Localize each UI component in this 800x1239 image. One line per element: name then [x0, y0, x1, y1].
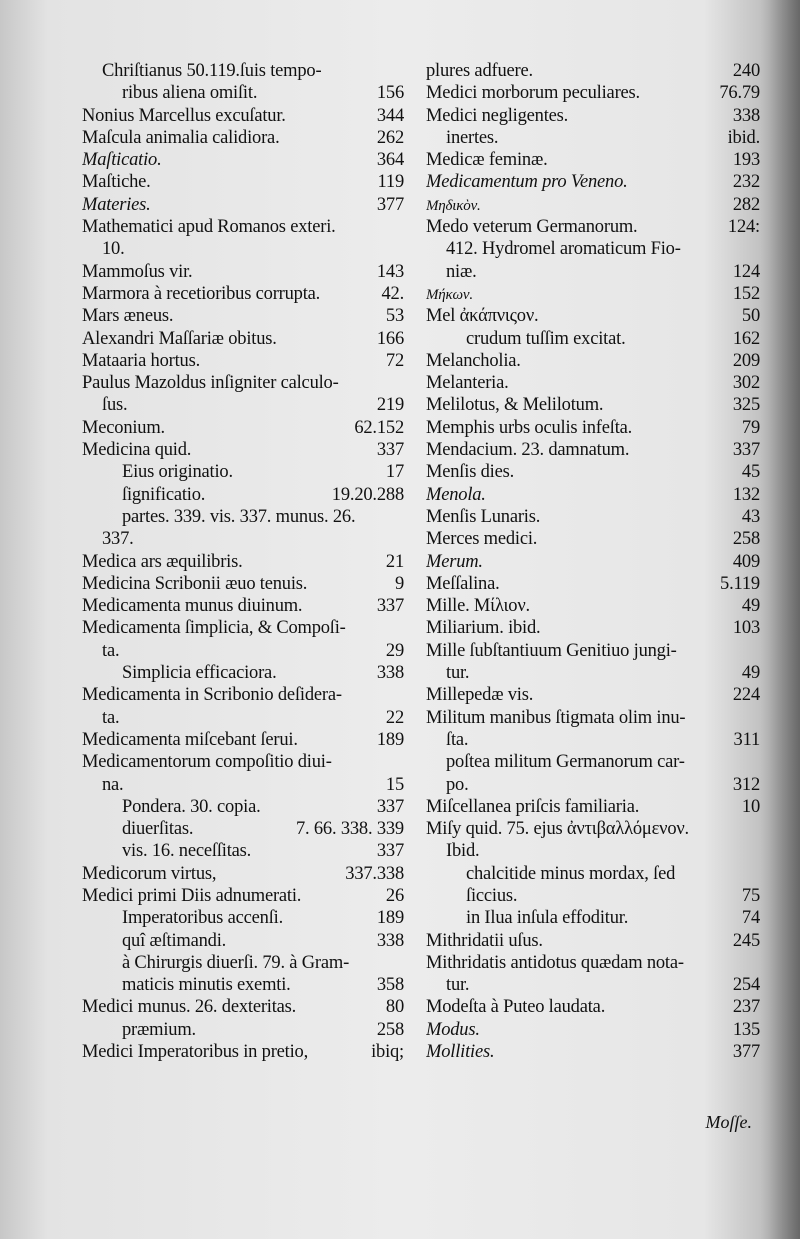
- index-entry: [82, 796, 404, 818]
- entry-page-ref: 325: [732, 395, 760, 416]
- entry-text: in Ilua inſula effoditur.: [466, 908, 629, 929]
- entry-text: Medicina Scribonii æuo tenuis.: [82, 573, 308, 594]
- entry-text: inertes.: [446, 127, 499, 148]
- index-entry: [426, 194, 760, 216]
- entry-page-ref: 166: [376, 328, 404, 349]
- entry-text: ta.: [102, 640, 120, 661]
- entry-page-ref: 237: [732, 997, 760, 1018]
- entry-page-ref: 62.152: [354, 417, 404, 438]
- index-entry: [426, 506, 760, 528]
- entry-text: po.: [446, 774, 469, 795]
- index-entry: [426, 394, 760, 416]
- entry-page-ref: 7. 66. 338. 339: [295, 819, 404, 840]
- catchword: Moſſe.: [705, 1112, 752, 1132]
- index-entry: [82, 818, 404, 840]
- entry-text: Medicorum virtus,: [82, 863, 217, 884]
- entry-text: ſta.: [446, 729, 469, 750]
- entry-text: Μήκων.: [426, 286, 473, 303]
- index-entry: [426, 283, 760, 305]
- entry-page-ref: 258: [376, 1019, 404, 1040]
- index-entry: [426, 595, 760, 617]
- index-entry: [82, 840, 404, 862]
- entry-text: Meſſalina.: [426, 573, 500, 594]
- entry-text: Mathematici apud Romanos exteri.: [82, 217, 336, 238]
- index-entry: [426, 551, 760, 573]
- entry-text: Μηδικὸν.: [426, 197, 481, 214]
- index-entry: [426, 328, 760, 350]
- index-entry: [82, 60, 404, 82]
- index-entry: [82, 774, 404, 796]
- entry-text: Chriſtianus 50.119.ſuis tempo-: [102, 61, 322, 81]
- entry-text: vis. 16. neceſſitas.: [122, 841, 252, 862]
- index-entry: [426, 863, 760, 885]
- entry-page-ref: 337: [376, 440, 404, 461]
- entry-page-ref: 189: [376, 908, 404, 929]
- entry-page-ref: 74: [741, 908, 760, 929]
- index-entry: [82, 350, 404, 372]
- entry-text: Marmora à recetioribus corrupta.: [82, 283, 321, 304]
- entry-text: Maſcula animalia calidiora.: [82, 127, 280, 148]
- entry-page-ref: 258: [732, 529, 760, 550]
- entry-text: Medicamenta ſimplicia, & Compoſi-: [82, 618, 346, 639]
- entry-page-ref: 50: [741, 306, 760, 327]
- entry-page-ref: 143: [376, 261, 404, 282]
- entry-page-ref: 302: [732, 373, 760, 394]
- index-entry: [82, 1041, 404, 1063]
- index-entry: [82, 305, 404, 327]
- entry-text: Medicamentum pro Veneno.: [426, 172, 628, 193]
- entry-text: crudum tuſſim excitat.: [466, 328, 626, 349]
- index-entry: [426, 350, 760, 372]
- entry-page-ref: 49: [741, 596, 760, 617]
- index-entry: [82, 394, 404, 416]
- entry-text: Mollities.: [426, 1042, 495, 1063]
- entry-page-ref: 232: [732, 172, 760, 193]
- entry-page-ref: 22: [385, 707, 404, 728]
- index-entry: [426, 974, 760, 996]
- index-entry: [426, 305, 760, 327]
- entry-text: ſiccius.: [466, 885, 518, 906]
- index-entry: [82, 885, 404, 907]
- entry-text: Modeſta à Puteo laudata.: [426, 997, 606, 1018]
- index-entry: [426, 907, 760, 929]
- entry-page-ref: 337: [376, 841, 404, 862]
- entry-text: Ibid.: [446, 841, 480, 862]
- entry-page-ref: 49: [741, 663, 760, 684]
- index-entry: [82, 1019, 404, 1041]
- entry-text: Maſticatio.: [82, 150, 162, 171]
- entry-text: Melanteria.: [426, 373, 509, 394]
- entry-page-ref: 21: [385, 551, 404, 572]
- entry-page-ref: 17: [385, 462, 404, 483]
- index-entry: [426, 461, 760, 483]
- index-entry: [82, 974, 404, 996]
- entry-page-ref: 364: [376, 150, 404, 171]
- index-entry: [82, 573, 404, 595]
- entry-page-ref: 72: [385, 350, 404, 371]
- entry-page-ref: 245: [732, 930, 760, 951]
- entry-page-ref: 29: [385, 640, 404, 661]
- entry-text: Maſtiche.: [82, 172, 151, 193]
- entry-text: diuerſitas.: [122, 819, 194, 840]
- index-entry: [426, 796, 760, 818]
- entry-text: Miſcellanea priſcis familiaria.: [426, 796, 640, 817]
- index-entry: [82, 417, 404, 439]
- entry-text: Modus.: [426, 1019, 480, 1040]
- entry-page-ref: 80: [385, 997, 404, 1018]
- index-entry: [426, 127, 760, 149]
- entry-text: plures adfuere.: [426, 61, 533, 81]
- entry-text: na.: [102, 774, 124, 795]
- entry-text: præmium.: [122, 1019, 196, 1040]
- entry-text: Mille. Μίλιον.: [426, 596, 530, 617]
- entry-page-ref: 338: [376, 663, 404, 684]
- entry-text: quî æſtimandi.: [122, 930, 227, 951]
- entry-page-ref: ibid.: [727, 127, 760, 148]
- entry-page-ref: 162: [732, 328, 760, 349]
- index-entry: [82, 439, 404, 461]
- index-entry: [426, 818, 760, 840]
- entry-text: Menſis dies.: [426, 462, 515, 483]
- index-entry: [82, 863, 404, 885]
- index-entry: [82, 484, 404, 506]
- index-entry: [82, 930, 404, 952]
- entry-text: Merces medici.: [426, 529, 538, 550]
- entry-text: Medici morborum peculiares.: [426, 83, 640, 104]
- index-entry: [426, 261, 760, 283]
- entry-page-ref: 337: [376, 596, 404, 617]
- index-entry: [82, 528, 404, 550]
- entry-page-ref: 53: [385, 306, 404, 327]
- entry-text: poſtea militum Germanorum car-: [446, 752, 685, 773]
- index-entry: [426, 751, 760, 773]
- entry-page-ref: 344: [376, 105, 404, 126]
- entry-page-ref: 338: [376, 930, 404, 951]
- entry-page-ref: 409: [732, 551, 760, 572]
- index-entry: [426, 171, 760, 193]
- index-entry: [82, 82, 404, 104]
- entry-text: Miſy quid. 75. ejus ἀντιβαλλόμενον.: [426, 819, 689, 840]
- entry-page-ref: 124: [732, 261, 760, 282]
- index-entry: [426, 60, 760, 82]
- entry-text: Menola.: [426, 484, 486, 505]
- index-entry: [426, 573, 760, 595]
- index-entry: [82, 506, 404, 528]
- entry-page-ref: 358: [376, 975, 404, 996]
- index-entry: [82, 127, 404, 149]
- index-entry: [82, 907, 404, 929]
- entry-text: tur.: [446, 975, 470, 996]
- entry-text: Merum.: [426, 551, 483, 572]
- index-entry: [426, 439, 760, 461]
- entry-text: Medici negligentes.: [426, 105, 569, 126]
- entry-page-ref: 337: [376, 796, 404, 817]
- entry-text: Mataaria hortus.: [82, 350, 201, 371]
- entry-page-ref: 9: [394, 573, 404, 594]
- entry-text: ſignificatio.: [122, 484, 206, 505]
- index-entry: [82, 238, 404, 260]
- entry-text: Mendacium. 23. damnatum.: [426, 440, 630, 461]
- index-entry: [82, 595, 404, 617]
- entry-page-ref: 338: [732, 105, 760, 126]
- entry-page-ref: 43: [741, 506, 760, 527]
- entry-page-ref: 377: [376, 194, 404, 215]
- entry-text: Medicina quid.: [82, 440, 192, 461]
- entry-text: Medicamenta munus diuinum.: [82, 596, 303, 617]
- index-entry: [426, 1019, 760, 1041]
- entry-text: Medici Imperatoribus in pretio,: [82, 1042, 309, 1063]
- index-entry: [82, 261, 404, 283]
- entry-text: Medo veterum Germanorum.: [426, 217, 638, 238]
- entry-page-ref: 19.20.288: [331, 484, 404, 505]
- index-entry: [426, 617, 760, 639]
- entry-text: Medicamentorum compoſitio diui-: [82, 752, 332, 773]
- entry-text: ſus.: [102, 395, 128, 416]
- index-entry: [82, 461, 404, 483]
- index-entry: [82, 707, 404, 729]
- entry-text: 337.: [102, 529, 134, 550]
- index-entry: [82, 328, 404, 350]
- entry-text: Paulus Mazoldus inſigniter calculo-: [82, 373, 339, 394]
- entry-page-ref: 337: [732, 440, 760, 461]
- entry-text: Medica ars æquilibris.: [82, 551, 243, 572]
- entry-text: tur.: [446, 663, 470, 684]
- entry-page-ref: 42.: [381, 283, 404, 304]
- entry-page-ref: 132: [732, 484, 760, 505]
- entry-page-ref: 311: [733, 729, 760, 750]
- index-entry: [426, 885, 760, 907]
- index-entry: [426, 528, 760, 550]
- entry-page-ref: 312: [732, 774, 760, 795]
- entry-text: Nonius Marcellus excuſatur.: [82, 105, 286, 126]
- index-entry: [426, 774, 760, 796]
- index-column-left: [82, 60, 404, 1063]
- index-entry: [82, 194, 404, 216]
- index-entry: [426, 662, 760, 684]
- index-entry: [82, 551, 404, 573]
- entry-text: Meconium.: [82, 417, 165, 438]
- entry-text: Mammoſus vir.: [82, 261, 193, 282]
- entry-text: Melancholia.: [426, 350, 521, 371]
- index-entry: [82, 372, 404, 394]
- index-entry: [426, 930, 760, 952]
- entry-text: Medicamenta in Scribonio deſidera-: [82, 685, 342, 706]
- entry-page-ref: 337.338: [345, 863, 404, 884]
- entry-text: Miliarium. ibid.: [426, 618, 541, 639]
- entry-text: Eius originatio.: [122, 462, 233, 483]
- entry-text: Mille ſubſtantiuum Genitiuo jungi-: [426, 640, 677, 661]
- entry-text: Imperatoribus accenſi.: [122, 908, 283, 929]
- entry-text: niæ.: [446, 261, 477, 282]
- entry-page-ref: 45: [741, 462, 760, 483]
- entry-text: Medicamenta miſcebant ſerui.: [82, 729, 298, 750]
- index-entry: [426, 417, 760, 439]
- index-entry: [426, 82, 760, 104]
- index-entry: [426, 729, 760, 751]
- index-entry: [82, 640, 404, 662]
- index-entry: [82, 216, 404, 238]
- entry-page-ref: 135: [732, 1019, 760, 1040]
- entry-text: 412. Hydromel aromaticum Fio-: [446, 239, 681, 260]
- index-entry: [82, 684, 404, 706]
- entry-text: 10.: [102, 239, 125, 260]
- index-entry: [426, 149, 760, 171]
- entry-page-ref: 75: [741, 885, 760, 906]
- entry-text: Medici primi Diis adnumerati.: [82, 885, 302, 906]
- index-entry: [426, 216, 760, 238]
- index-entry: [426, 684, 760, 706]
- index-entry: [82, 105, 404, 127]
- entry-text: chalcitide minus mordax, ſed: [466, 863, 676, 884]
- index-entry: [82, 729, 404, 751]
- entry-text: Mel ἀκάπνιςον.: [426, 306, 539, 327]
- entry-text: Alexandri Maſſariæ obitus.: [82, 328, 277, 349]
- entry-page-ref: 103: [732, 618, 760, 639]
- index-entry: [426, 640, 760, 662]
- entry-text: Mithridatis antidotus quædam nota-: [426, 952, 684, 973]
- entry-page-ref: 282: [732, 194, 760, 215]
- entry-text: Mithridatii uſus.: [426, 930, 543, 951]
- entry-page-ref: 240: [732, 61, 760, 81]
- index-entry: [426, 840, 760, 862]
- entry-text: maticis minutis exemti.: [122, 975, 291, 996]
- entry-page-ref: 76.79: [719, 83, 760, 104]
- entry-page-ref: 5.119: [720, 573, 760, 594]
- index-entry: [426, 105, 760, 127]
- entry-page-ref: 254: [732, 975, 760, 996]
- index-entry: [82, 171, 404, 193]
- entry-text: Memphis urbs oculis infeſta.: [426, 417, 633, 438]
- entry-text: Militum manibus ſtigmata olim inu-: [426, 707, 686, 728]
- entry-text: Mars æneus.: [82, 306, 174, 327]
- entry-text: à Chirurgis diuerſi. 79. à Gram-: [122, 952, 350, 973]
- index-entry: [82, 751, 404, 773]
- entry-page-ref: 189: [376, 729, 404, 750]
- entry-text: Pondera. 30. copia.: [122, 796, 261, 817]
- index-entry: [426, 484, 760, 506]
- entry-text: partes. 339. vis. 337. munus. 26.: [122, 506, 356, 527]
- index-entry: [426, 952, 760, 974]
- index-column-right: [426, 60, 760, 1063]
- entry-page-ref: 219: [376, 395, 404, 416]
- entry-text: Medicæ feminæ.: [426, 150, 548, 171]
- index-entry: [82, 149, 404, 171]
- entry-page-ref: 377: [732, 1042, 760, 1063]
- entry-text: ribus aliena omiſit.: [122, 83, 258, 104]
- entry-page-ref: 26: [385, 885, 404, 906]
- entry-page-ref: ibiq;: [371, 1042, 404, 1063]
- entry-page-ref: 119: [377, 172, 404, 193]
- index-entry: [82, 996, 404, 1018]
- index-entry: [426, 996, 760, 1018]
- entry-text: Medici munus. 26. dexteritas.: [82, 997, 297, 1018]
- index-entry: [82, 952, 404, 974]
- entry-page-ref: 10: [741, 796, 760, 817]
- entry-text: Melilotus, & Melilotum.: [426, 395, 604, 416]
- index-entry: [426, 238, 760, 260]
- entry-page-ref: 79: [741, 417, 760, 438]
- entry-text: ta.: [102, 707, 120, 728]
- entry-page-ref: 152: [732, 283, 760, 304]
- index-entry: [426, 1041, 760, 1063]
- entry-page-ref: 193: [732, 150, 760, 171]
- entry-text: Materies.: [82, 194, 151, 215]
- entry-text: Simplicia efficaciora.: [122, 663, 277, 684]
- entry-text: Millepedæ vis.: [426, 685, 534, 706]
- entry-page-ref: 124:: [727, 217, 760, 238]
- entry-page-ref: 209: [732, 350, 760, 371]
- entry-page-ref: 15: [385, 774, 404, 795]
- entry-page-ref: 156: [376, 83, 404, 104]
- entry-page-ref: 262: [376, 127, 404, 148]
- index-entry: [82, 662, 404, 684]
- index-entry: [82, 617, 404, 639]
- entry-page-ref: 224: [732, 685, 760, 706]
- index-entry: [82, 283, 404, 305]
- index-entry: [426, 372, 760, 394]
- entry-text: Menſis Lunaris.: [426, 506, 541, 527]
- index-entry: [426, 707, 760, 729]
